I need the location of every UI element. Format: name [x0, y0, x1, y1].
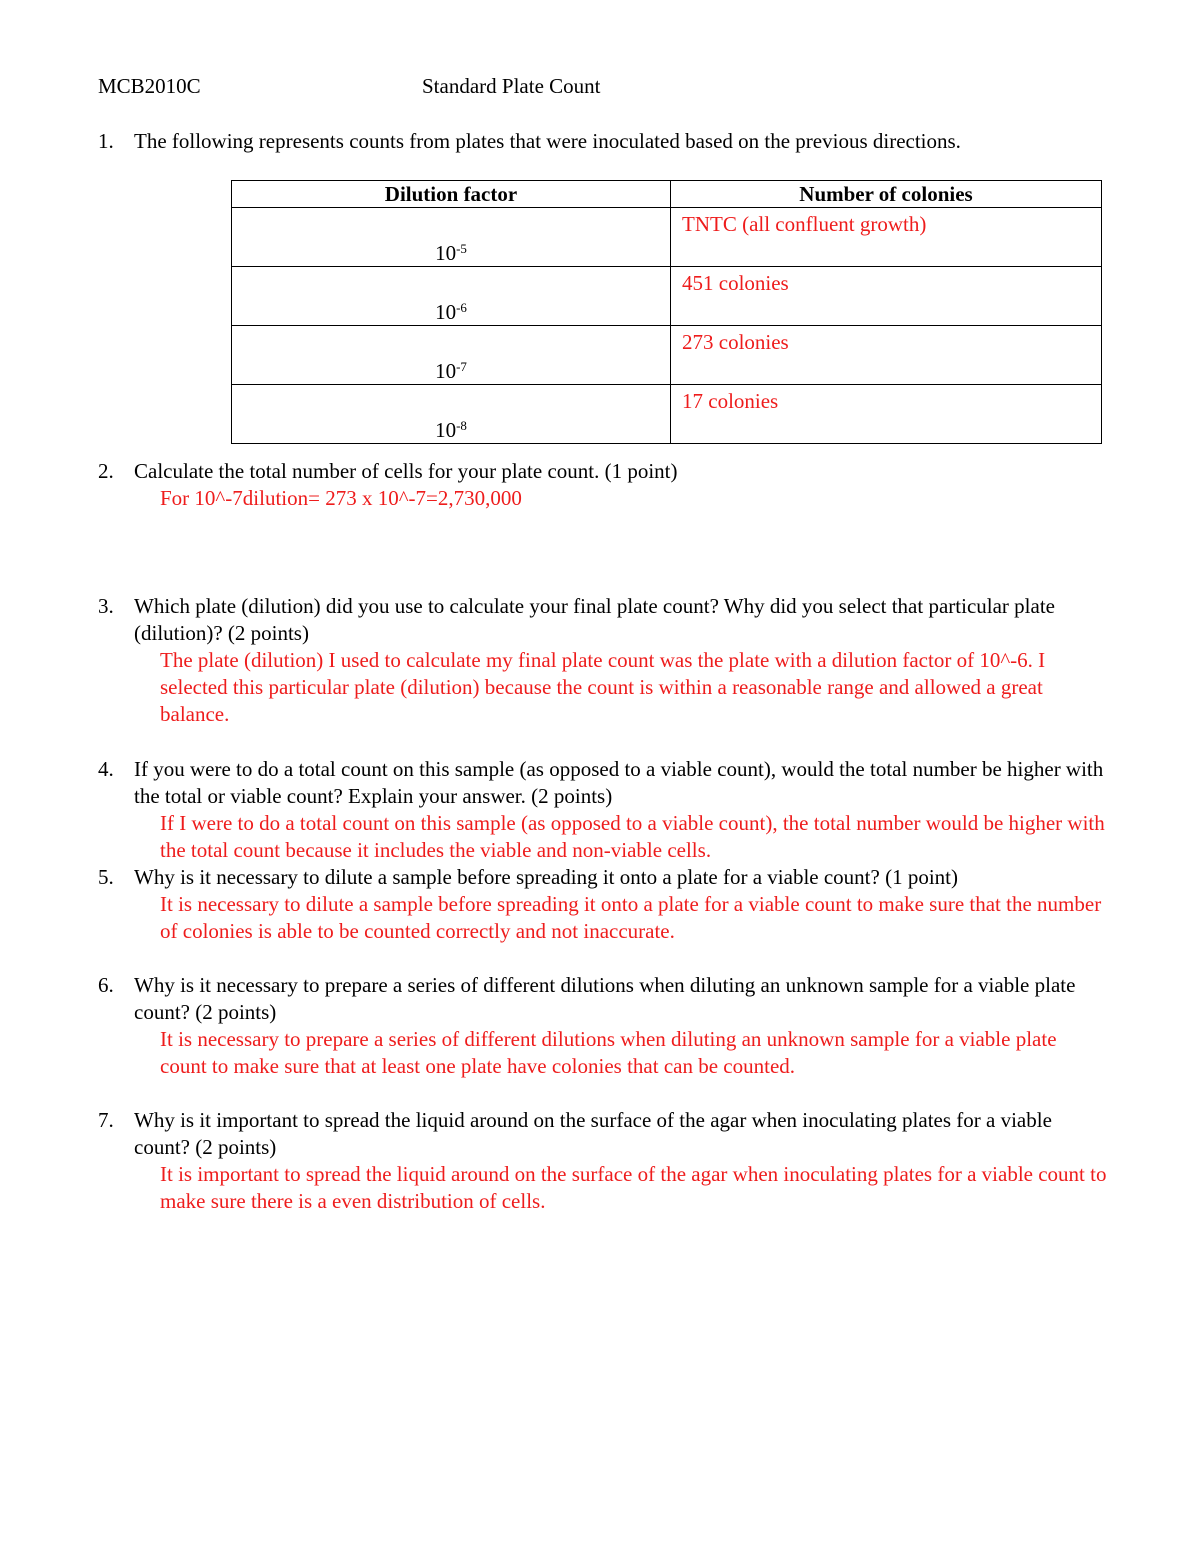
answer-text: The plate (dilution) I used to calculate my final plate count was the plate with a dilution factor of 10^-6. I selected this particular plate (dilution) because the count is within a reasonable range and allowed a great balance. — [160, 648, 1046, 726]
answer-text: If I were to do a total count on this sample (as opposed to a viable count), the total number would be higher with the total count because it includes the viable and non-viable cells. — [160, 811, 1105, 862]
question-3 — [98, 593, 1108, 728]
question-number: 7. — [98, 1108, 114, 1132]
question-2 — [98, 458, 1108, 512]
dilution-factor-cell — [232, 208, 671, 267]
question-text: The following represents counts from plates that were inoculated based on the previous directions. — [134, 129, 961, 153]
colony-count-cell: 273 colonies — [671, 326, 1102, 385]
question-1 — [98, 128, 1108, 155]
dilution-factor-cell — [232, 385, 671, 444]
question-number: 5. — [98, 865, 114, 889]
dilution-base: 10 — [435, 359, 457, 383]
answer-text: It is important to spread the liquid around on the surface of the agar when inoculating plates for a viable count to make sure there is a even distribution of cells. — [160, 1162, 1107, 1213]
question-4 — [98, 756, 1108, 864]
answer-text: It is necessary to prepare a series of different dilutions when diluting an unknown sample for a viable plate count to make sure that at least one plate have colonies that can be counted. — [160, 1027, 1057, 1078]
question-6 — [98, 972, 1108, 1080]
question-text: Why is it important to spread the liquid around on the surface of the agar when inoculating plates for a viable count? (2 points) — [134, 1108, 1052, 1159]
course-code: MCB2010C — [98, 74, 201, 98]
answer-text: For 10^-7dilution= 273 x 10^-7=2,730,000 — [160, 486, 522, 510]
dilution-exponent: -7 — [456, 359, 467, 374]
dilution-base: 10 — [435, 241, 457, 265]
question-number: 3. — [98, 594, 114, 618]
colony-count-cell: TNTC (all confluent growth) — [671, 208, 1102, 267]
dilution-factor-cell — [232, 267, 671, 326]
column-header-colonies: Number of colonies — [671, 181, 1102, 208]
dilution-table — [231, 180, 1102, 444]
table-row — [232, 208, 1102, 267]
column-header-dilution: Dilution factor — [232, 181, 671, 208]
question-text: Calculate the total number of cells for your plate count. (1 point) — [134, 459, 678, 483]
page-title: Standard Plate Count — [422, 74, 601, 98]
dilution-exponent: -5 — [456, 241, 467, 256]
question-number: 1. — [98, 129, 114, 153]
question-number: 6. — [98, 973, 114, 997]
question-7 — [98, 1107, 1108, 1215]
dilution-exponent: -6 — [456, 300, 467, 315]
question-number: 4. — [98, 757, 114, 781]
dilution-base: 10 — [435, 418, 457, 442]
question-text: Why is it necessary to prepare a series of different dilutions when diluting an unknown sample for a viable plate count? (2 points) — [134, 973, 1076, 1024]
table-row — [232, 326, 1102, 385]
dilution-factor-cell — [232, 326, 671, 385]
answer-text: It is necessary to dilute a sample before spreading it onto a plate for a viable count to make sure that the number of colonies is able to be counted correctly and not inaccurate. — [160, 892, 1102, 943]
colony-count-cell: 451 colonies — [671, 267, 1102, 326]
table-row — [232, 385, 1102, 444]
colony-count-cell: 17 colonies — [671, 385, 1102, 444]
question-text: Which plate (dilution) did you use to calculate your final plate count? Why did you select that particular plate (dilution)? (2 points) — [134, 594, 1055, 645]
question-number: 2. — [98, 459, 114, 483]
question-text: If you were to do a total count on this sample (as opposed to a viable count), would the total number be higher with the total or viable count? Explain your answer. (2 points) — [134, 757, 1104, 808]
table-row — [232, 267, 1102, 326]
question-5 — [98, 864, 1108, 945]
dilution-base: 10 — [435, 300, 457, 324]
dilution-exponent: -8 — [456, 418, 467, 433]
question-text: Why is it necessary to dilute a sample before spreading it onto a plate for a viable count? (1 point) — [134, 865, 958, 889]
table-header-row — [232, 181, 1102, 208]
